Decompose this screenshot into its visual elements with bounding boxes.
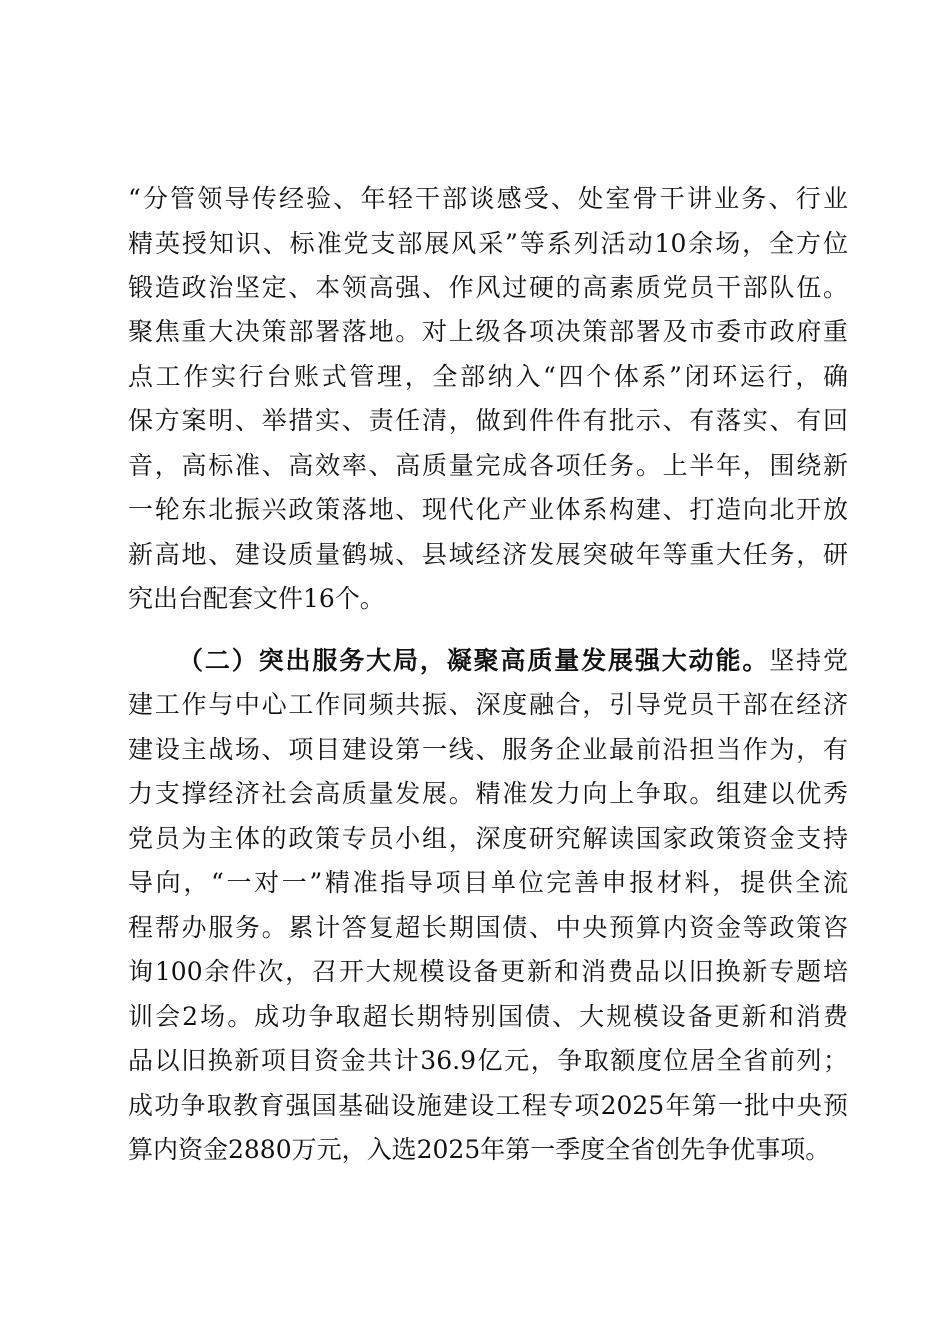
text-line: 新高地、建设质量鹤城、县域经济发展突破年等重大任务，研 <box>128 540 848 569</box>
text-line: “分管领导传经验、年轻干部谈感受、处室骨干讲业务、行业 <box>128 184 848 213</box>
text-line: 建工作与中心工作同频共振、深度融合，引导党员干部在经济 <box>128 690 848 719</box>
text-line: 成功争取教育强国基础设施建设工程专项2025年第一批中央预 <box>128 1091 848 1120</box>
section-heading: （二）突出服务大局，凝聚高质量发展强大动能。 <box>178 646 770 675</box>
text-line: 程帮办服务。累计答复超长期国债、中央预算内资金等政策咨 <box>128 913 848 942</box>
text-line: 究出台配套文件16个。 <box>128 584 385 613</box>
text-line: 算内资金2880万元，入选2025年第一季度全省创先争优事项。 <box>128 1135 831 1164</box>
text-line: 力支撑经济社会高质量发展。精准发力向上争取。组建以优秀 <box>128 779 848 808</box>
paragraph-first-line <box>178 638 848 684</box>
text-line: 保方案明、举措实、责任清，做到件件有批示、有落实、有回 <box>128 406 848 435</box>
text-line: 点工作实行台账式管理，全部纳入“四个体系”闭环运行，确 <box>128 362 848 391</box>
text-line: 导向，“一对一”精准指导项目单位完善申报材料，提供全流 <box>128 868 848 897</box>
text-line: 聚焦重大决策部署落地。对上级各项决策部署及市委市政府重 <box>128 317 848 346</box>
text-line: 党员为主体的政策专员小组，深度研究解读国家政策资金支持 <box>128 824 848 853</box>
heading-continuation: 坚持党 <box>769 646 848 675</box>
text-line: 训会2场。成功争取超长期特别国债、大规模设备更新和消费 <box>128 1002 848 1031</box>
text-line: 精英授知识、标准党支部展风采”等系列活动10余场，全方位 <box>128 229 848 258</box>
text-line: 一轮东北振兴政策落地、现代化产业体系构建、打造向北开放 <box>128 495 848 524</box>
text-line: 锻造政治坚定、本领高强、作风过硬的高素质党员干部队伍。 <box>128 273 848 302</box>
text-line: 品以旧换新项目资金共计36.9亿元，争取额度位居全省前列； <box>128 1046 848 1075</box>
text-line: 询100余件次，召开大规模设备更新和消费品以旧换新专题培 <box>128 957 848 986</box>
text-line: 建设主战场、项目建设第一线、服务企业最前沿担当作为，有 <box>128 735 848 764</box>
text-line: 音，高标准、高效率、高质量完成各项任务。上半年，围绕新 <box>128 451 848 480</box>
